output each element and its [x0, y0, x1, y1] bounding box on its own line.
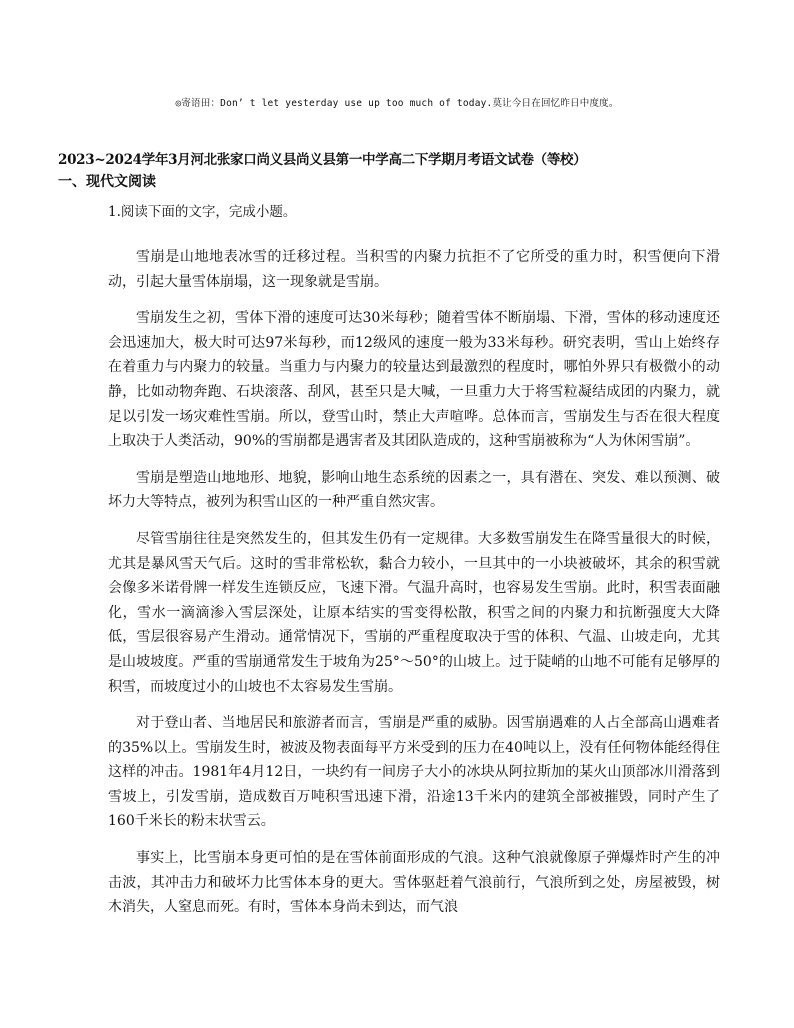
question-instruction: 1.阅读下面的文字，完成小题。 — [108, 204, 297, 220]
passage-paragraph-5: 对于登山者、当地居民和旅游者而言，雪崩是严重的威胁。因雪崩遇难的人占全部高山遇难者的35%以上。雪崩发生时，被波及物表面每平方米受到的压力在40吨以上，没有任何物体能经得住这样的冲击。1981年4月12日，一块约有一间房子大小的冰块从阿拉斯加的某火山顶部冰川滑落到雪坡上，引发雪崩，造成数百万吨积雪迅速下滑，沿途13千米内的建筑全部被摧毁，同时产生了160千米长的粉末状雪云。 — [108, 715, 720, 830]
passage-paragraph-3: 雪崩是塑造山地地形、地貌，影响山地生态系统的因素之一，具有潜在、突发、难以预测、破坏力大等特点，被列为积雪山区的一种严重自然灾害。 — [108, 469, 720, 511]
exam-title: 2023~2024学年3月河北张家口尚义县尚义县第一中学高二下学期月考语文试卷（等校） — [58, 152, 587, 168]
motto-line: ◎寄语田：Don’ t let yesterday use up too much of today.莫让今日在回忆昨日中度度。 — [175, 98, 619, 109]
reading-passage — [108, 200, 720, 932]
passage-paragraph-4: 尽管雪崩往往是突然发生的，但其发生仍有一定规律。大多数雪崩发生在降雪量很大的时候，尤其是暴风雪天气后。这时的雪非常松软，黏合力较小，一旦其中的一小块被破坏，其余的积雪就会像多米诺骨牌一样发生连锁反应，飞速下滑。气温升高时，也容易发生雪崩。此时，积雪表面融化，雪水一滴滴渗入雪层深处，让原本结实的雪变得松散，积雪之间的内聚力和抗断强度大大降低，雪层很容易产生滑动。通常情况下，雪崩的严重程度取决于雪的体积、气温、山坡走向，尤其是山坡坡度。严重的雪崩通常发生于坡角为25°～50°的山坡上。过于陡峭的山地不可能有足够厚的积雪，而坡度过小的山坡也不太容易发生雪崩。 — [108, 530, 720, 695]
passage-paragraph-1: 雪崩是山地地表冰雪的迁移过程。当积雪的内聚力抗拒不了它所受的重力时，积雪便向下滑动，引起大量雪体崩塌，这一现象就是雪崩。 — [108, 249, 720, 290]
section-heading: 一、现代文阅读 — [58, 174, 156, 190]
passage-paragraph-6: 事实上，比雪崩本身更可怕的是在雪体前面形成的气浪。这种气浪就像原子弹爆炸时产生的冲击波，其冲击力和破坏力比雪体本身的更大。雪体驱赶着气浪前行，气浪所到之处，房屋被毁，树木消失，人窒息而死。有时，雪体本身尚未到达，而气浪 — [108, 850, 720, 916]
passage-paragraph-2: 雪崩发生之初，雪体下滑的速度可达30米每秒；随着雪体不断崩塌、下滑，雪体的移动速度还会迅速加大，极大时可达97米每秒，而12级风的速度一般为33米每秒。研究表明，雪山上始终存在着重力与内聚力的较量。当重力与内聚力的较量达到最激烈的程度时，哪怕外界只有极微小的动静，比如动物奔跑、石块滚落、刮风，甚至只是大喊，一旦重力大于将雪粒凝结成团的内聚力，就足以引发一场灾难性雪崩。所以，登雪山时，禁止大声喧哗。总体而言，雪崩发生与否在很大程度上取决于人类活动，90%的雪崩都是遇害者及其团队造成的，这种雪崩被称为“人为休闲雪崩”。 — [108, 310, 720, 450]
